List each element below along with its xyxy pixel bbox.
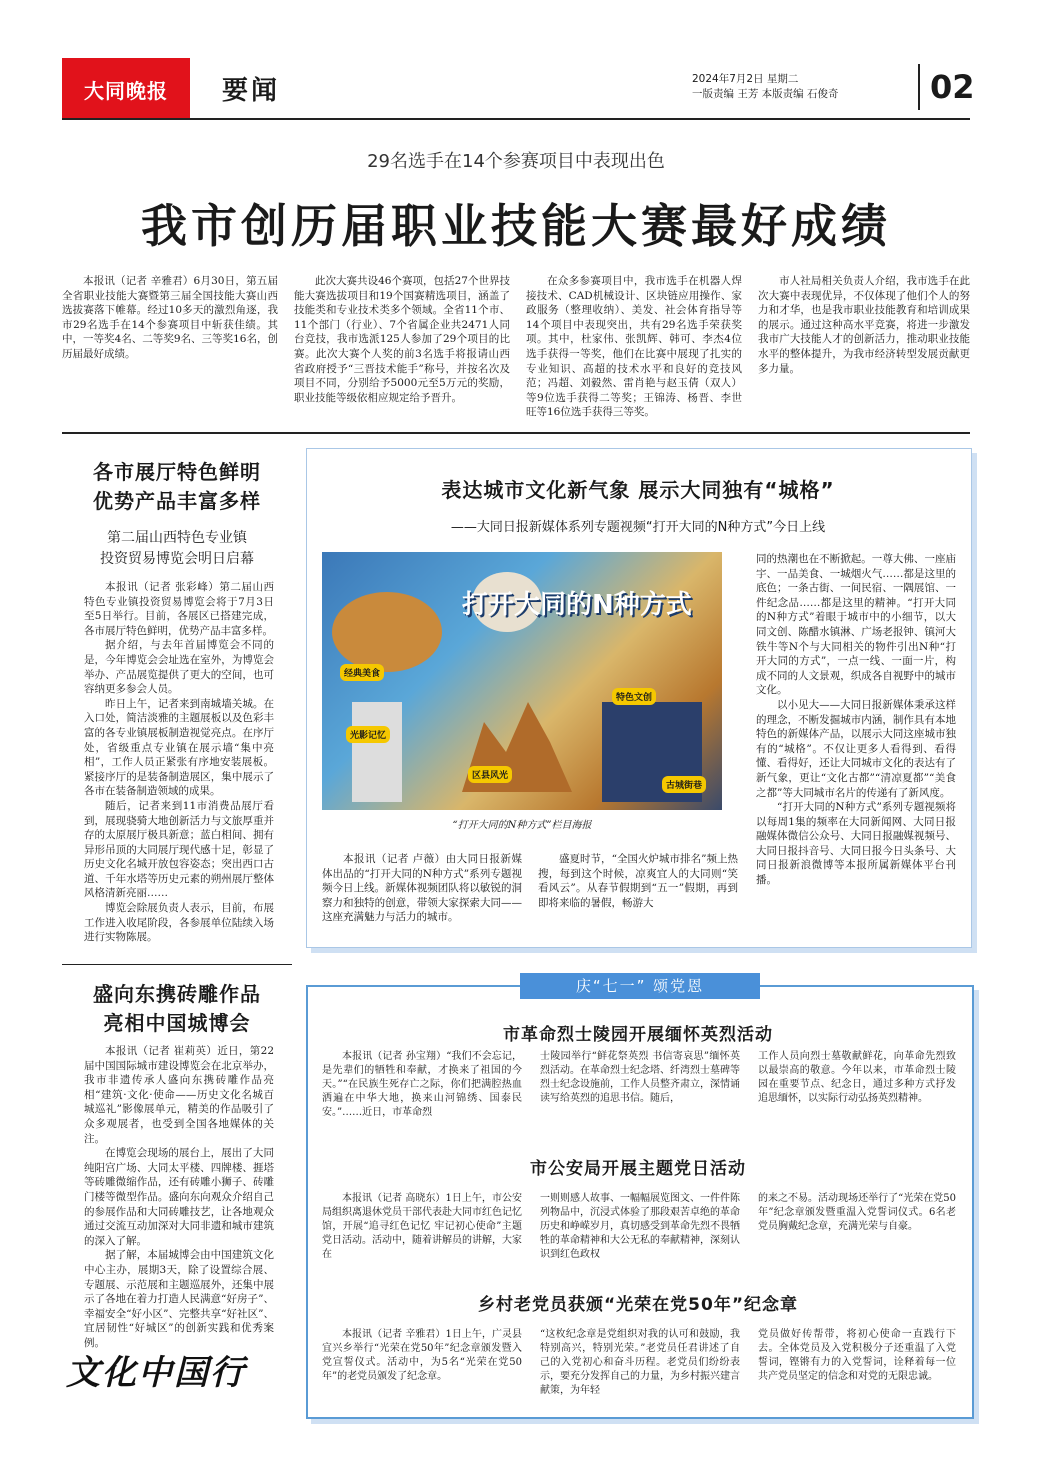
party-paragraph: 党员做好传帮带，将初心使命一直践行下去。全体党员及入党积极分子还重温了入党誓词，铿锵有力的入党誓词，诠释着每一位共产党员坚定的信念和对党的无限忠诚。 xyxy=(758,1329,956,1382)
brick-paragraph: 在博览会现场的展台上，展出了大同纯阳宫广场、大同太平楼、四牌楼、捱塔等砖雕微缩作品，还有砖雕小狮子、砖雕门楼等微型作品。盛向东向观众介绍自己的参展作品和大同砖雕技艺，让各地观众通过交流互动加深对大同非遗和城市建筑的深入了解。 xyxy=(84,1147,274,1247)
lead-column-2 xyxy=(294,274,510,424)
poster-title: 打开大同的N种方式 xyxy=(462,590,692,620)
expo-paragraph: 据介绍，与去年首届博览会不同的是，今年博览会会址选在室外，为博览会举办、产品展览提供了更大的空间，也可容纳更多参会人员。 xyxy=(84,639,274,696)
lead-column-1 xyxy=(62,274,278,424)
party-paragraph: 本报讯（记者 孙宝翔）“我们不会忘记，是先辈们的牺牲和奉献，才换来了祖国的今天。”“在民族生死存亡之际，你们把满腔热血洒遍在中华大地，换来山河锦绣、国泰民安。”……近日，市革命烈 xyxy=(322,1051,522,1118)
expo-paragraph: 随后，记者来到11市消费品展厅看到，展现骁骑大地创新活力与文旅厚重并存的太原展厅极具新意；蓝白相间、拥有异形吊顶的大同展厅现代感十足，彰显了历史文化名城开放包容姿态；突出西口古道、千年水塔等历史元素的朔州展厅整体风格清新亮丽…… xyxy=(84,799,274,900)
lead-subtitle: 29名选手在14个参赛项目中表现出色 xyxy=(367,151,665,172)
poster-tag: 古城街巷 xyxy=(662,776,706,793)
editors-line: 一版责编 王芳 本版责编 石俊奇 xyxy=(692,88,839,100)
party-paragraph: “这枚纪念章是党组织对我的认可和鼓励，我特别高兴，特别光荣。”老党员任君讲述了自己的入党初心和奋斗历程。老党员们纷纷表示，要充分发挥自己的力量，为乡村振兴建言献策，为年轻 xyxy=(540,1329,740,1396)
party-paragraph: 一则则感人故事、一幅幅展览图文、一件件陈列物品中，沉浸式体验了那段艰苦卓绝的革命历史和峥嵘岁月，真切感受到革命先烈不畏牺牲的革命精神和大公无私的奉献精神，深刻认识到红色政权 xyxy=(540,1193,740,1260)
party-article-1-col-3 xyxy=(758,1050,956,1150)
noodle-bowl-image xyxy=(332,592,442,672)
party-paragraph: 的来之不易。活动现场还举行了“光荣在党50年”纪念章颁发暨重温入党誓词仪式。6名老党员胸戴纪念章，充满光荣与自豪。 xyxy=(758,1193,956,1232)
party-article-3-headline: 乡村老党员获颁“光荣在党50年”纪念章 xyxy=(477,1295,798,1315)
lead-bottom-rule xyxy=(62,432,970,434)
brick-paragraph: 本报讯（记者 崔莉英）近日，第22届中国国际城市建设博览会在北京举办，我市非遗传承人盛向东携砖雕作品亮相“建筑·文化·使命——历史文化名城百城巡礼”影像展单元，精美的作品吸引了众多观展者，也受到全国各地媒体的关注。 xyxy=(84,1045,274,1145)
expo-headline-line-1: 各市展厅特色鲜明 xyxy=(93,460,261,484)
left-column-rule xyxy=(62,964,292,965)
brick-paragraph: 据了解，本届城博会由中国建筑文化中心主办，展期3天，除了设置综合展、专题展、示范展和主题巡展外，还集中展示了各地在着力打造人民满意“好房子”、幸福安全“好小区”、完整共享“好社区”、宜居韧性“好城区”的创新实践和优秀案例。 xyxy=(84,1249,274,1349)
lead-headline: 我市创历届职业技能大赛最好成绩 xyxy=(141,199,891,253)
video-bottom-column-1 xyxy=(322,852,522,932)
expo-sub-line-2: 投资贸易博览会明日启幕 xyxy=(100,551,254,567)
brick-headline xyxy=(62,980,292,1038)
brick-headline-line-1: 盛向东携砖雕作品 xyxy=(93,982,261,1006)
party-article-1-col-2 xyxy=(540,1050,740,1150)
date-line: 2024年7月2日 星期二 xyxy=(692,73,799,85)
party-article-2-col-3 xyxy=(758,1192,956,1280)
page-number: 02 xyxy=(930,68,975,106)
lead-column-4 xyxy=(758,274,970,424)
video-headline: 表达城市文化新气象 展示大同独有“城格” xyxy=(441,478,835,502)
party-paragraph: 本报讯（记者 辛雅君）1日上午，广灵县宜兴乡举行“光荣在党50年”纪念章颁发暨入党宣誓仪式。活动中，为5名“光荣在党50年”的老党员颁发了纪念章。 xyxy=(322,1329,522,1382)
party-article-2-col-1 xyxy=(322,1192,522,1280)
expo-headline-line-2: 优势产品丰富多样 xyxy=(93,489,261,513)
newspaper-logo xyxy=(62,58,190,120)
poster-tag: 经典美食 xyxy=(340,664,384,681)
video-paragraph: 以小见大——大同日报新媒体秉承这样的理念，不断发掘城市内涵，制作具有本地特色的新媒体产品，以展示大同这座城市独有的“城格”。不仅让更多人看得到、看得懂、看得好，还让大同城市文化的表达有了新气象，更让“文化古都”“清凉夏都”“美食之都”等大同城市名片的传递有了新风度。 xyxy=(756,698,956,799)
party-article-3-col-3 xyxy=(758,1328,956,1408)
masthead-rule xyxy=(62,118,970,120)
party-article-2-col-2 xyxy=(540,1192,740,1280)
poster-tag: 区县风光 xyxy=(468,766,512,783)
expo-sub-line-1: 第二届山西特色专业镇 xyxy=(107,530,247,546)
party-article-3-col-1 xyxy=(322,1328,522,1408)
party-article-1-col-1 xyxy=(322,1050,522,1150)
video-subtitle: ——大同日报新媒体系列专题视频“打开大同的N种方式”今日上线 xyxy=(450,520,826,535)
expo-paragraph: 本报讯（记者 张彩峰）第二届山西特色专业镇投资贸易博览会将于7月3日至5日举行。目前，各展区已搭建完成，各市展厅特色鲜明，优势产品丰富多样。 xyxy=(84,581,274,637)
party-article-3-col-2 xyxy=(540,1328,740,1408)
poster-tag: 光影记忆 xyxy=(346,726,390,743)
logo-text: 大同晚报 xyxy=(84,78,168,103)
expo-subheadline xyxy=(62,528,292,570)
video-bottom-column-2 xyxy=(538,852,738,932)
brick-headline-line-2: 亮相中国城博会 xyxy=(103,1011,251,1035)
expo-paragraph: 博览会除展负责人表示，目前，布展工作进入收尾阶段，各参展单位陆续入场进行实物陈展。 xyxy=(84,902,274,944)
poster-caption: “打开大同的N种方式”栏目海报 xyxy=(452,820,592,831)
party-article-1-headline: 市革命烈士陵园开展缅怀英烈活动 xyxy=(503,1025,773,1045)
page-number-divider xyxy=(918,64,920,110)
video-paragraph: “打开大同的N种方式”系列专题视频将以每周1集的频率在大同新闻网、大同日报融媒体微信公众号、大同日报融媒视频号、大同日报抖音号、大同日报今日头条号、大同日报新浪微博等本报所属新媒体平台刊播。 xyxy=(756,801,956,887)
party-paragraph: 本报讯（记者 高晓东）1日上午，市公安局组织离退休党员干部代表赴大同市红色记忆馆，开展“追寻红色记忆 牢记初心使命”主题党日活动。活动中，随着讲解员的讲解，大家在 xyxy=(322,1193,522,1260)
brick-body xyxy=(84,1044,274,1349)
expo-paragraph: 昨日上午，记者来到南城墙关城。在入口处，简洁淡雅的主题展板以及色彩丰富的各专业镇展板制造视觉亮点。在序厅处，省级重点专业镇在展示墙“集中亮相”，工作人员正紧张有序地安装展板。紧接序厅的是装备制造展区，集中展示了各市在装备制造领域的成果。 xyxy=(84,697,274,798)
culture-china-watermark: 文化中国行 xyxy=(66,1353,246,1393)
date-info xyxy=(692,72,839,102)
lead-paragraph: 本报讯（记者 辛雅君）6月30日，第五届全省职业技能大赛暨第三届全国技能大赛山西选拔赛落下帷幕。经过10多天的激烈角逐，我市29名选手在14个参赛项目中斩获佳绩。其中，一等奖4名、二等奖9名、三等奖16名，创历届最好成绩。 xyxy=(62,275,278,360)
lead-paragraph: 此次大赛共设46个赛项，包括27个世界技能大赛选拔项目和19个国赛精选项目，涵盖了技能类和专业技术类多个领域。全省11个市、11个部门（行业）、7个省属企业共2471人同台竞技，我市选派125人参加了29个项目的比赛。此次大赛个人奖的前3名选手将报请山西省政府授予“三晋技术能手”称号，并按名次及项目不同，分别给予5000元至5万元的奖励，职业技能等级依相应规定给予晋升。 xyxy=(294,275,510,404)
video-paragraph: 盛夏时节，“全国火炉城市排名”频上热搜，每到这个时候，凉爽宜人的大同则“笑看风云”。从春节假期到“五一”假期，再到即将来临的暑假，畅游大 xyxy=(538,853,738,909)
expo-body xyxy=(84,580,274,958)
lead-paragraph: 市人社局相关负责人介绍，我市选手在此次大赛中表现优异，不仅体现了他们个人的努力和才华，也是我市职业技能教育和培训成果的展示。通过这种高水平竞赛，将进一步激发我市广大技能人才的创新活力，推动职业技能水平的整体提升，为我市经济转型发展贡献更多力量。 xyxy=(758,275,970,375)
party-article-2-headline: 市公安局开展主题党日活动 xyxy=(530,1159,746,1179)
video-paragraph: 本报讯（记者 卢薇）由大同日报新媒体出品的“打开大同的N种方式”系列专题视频今日上线。新媒体视频团队将以敏锐的洞察力和独特的创意，带领大家探索大同——这座充满魅力与活力的城市。 xyxy=(322,853,522,924)
party-banner: 庆“七一” 颂党恩 xyxy=(520,973,760,999)
video-right-column xyxy=(756,552,956,926)
poster-image xyxy=(322,552,722,810)
lead-column-3 xyxy=(526,274,742,424)
expo-headline xyxy=(62,458,292,516)
party-paragraph: 士陵园举行“鲜花祭英烈 书信寄哀思”缅怀英烈活动。在革命烈士纪念塔、纤湾烈士墓碑等烈士纪念设施前，工作人员整齐肃立，深情诵读写给英烈的追思书信。随后， xyxy=(540,1051,740,1104)
clock-tower-image xyxy=(352,702,402,802)
video-paragraph: 同的热潮也在不断掀起。一尊大佛、一座庙宇、一品美食、一城烟火气……都是这里的底色；一条古街、一间民宿、一隅展馆、一件纪念品……都是这里的精神。“打开大同的N种方式”着眼于城市中的小细节，以大同文创、陈醋水镇淋、广场老报钟、镇河大铁牛等N个与大同相关的物件引出N种“打开大同的方式”，一点一线、一面一片，构成不同的人文景观，织成各自视野中的城市文化。 xyxy=(756,553,956,697)
section-title: 要闻 xyxy=(222,76,281,106)
poster-tag: 特色文创 xyxy=(612,688,656,705)
lead-paragraph: 在众多参赛项目中，我市选手在机器人焊接技术、CAD机械设计、区块链应用操作、家政服务（整理收纳）、美发、社会体育指导等14个项目中表现突出，共有29名选手荣获奖项。其中，杜家伟、张凯辉、韩可、李杰4位选手获得一等奖，他们在比赛中展现了扎实的专业知识、高超的技术水平和良好的竞技风范；冯超、刘毅然、雷肖艳与赵玉倩（双人）等9位选手获得二等奖；王锦涛、杨晋、李世旺等16位选手获得三等奖。 xyxy=(526,275,742,419)
party-paragraph: 工作人员向烈士墓敬献鲜花，向革命先烈致以最崇高的敬意。今年以来，市革命烈士陵园在重要节点、纪念日，通过多种方式抒发追思缅怀，以实际行动弘扬英烈精神。 xyxy=(758,1051,956,1104)
